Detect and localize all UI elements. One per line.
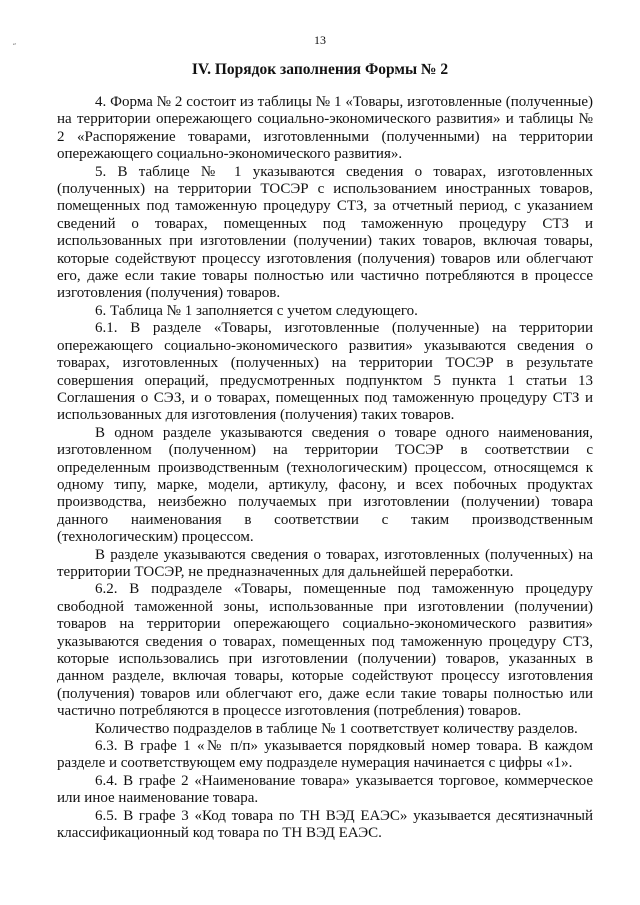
document-body <box>57 94 593 842</box>
paragraph-6-4: 6.4. В графе 2 «Наименование товара» указывается торговое, коммерческое или иное наименование товара. <box>57 772 593 807</box>
scan-mark: ˝ <box>13 42 16 52</box>
paragraph-6-5: 6.5. В графе 3 «Код товара по ТН ВЭД ЕАЭС» указывается десятизначный классификационный код товара по ТН ВЭД ЕАЭС. <box>57 807 593 842</box>
paragraph-6-1-section: В одном разделе указываются сведения о товаре одного наименования, изготовленном (полученном) на территории ТОСЭР в соответствии с определенным производственным (технологическим) процессом, относящемся к одному типу, марке, модели, артикулу, фасону, и всех побочных продуктах производства, неизбежно получаемых при изготовлении (получении) товара данного наименования в соответствии с таким производственным (технологическим) процессом. <box>57 424 593 546</box>
paragraph-5: 5. В таблице № 1 указываются сведения о товарах, изготовленных (полученных) на территории ТОСЭР с использованием иностранных товаров, помещенных под таможенную процедуру СТЗ, за отчетный период, с указанием сведений о товарах, помещенных под таможенную процедуру СТЗ и использованных при изготовлении (получении) таких товаров, включая товары, которые содействуют процессу изготовления (получения) товаров или облегчают его, даже если такие товары полностью или частично потребляются в процессе изготовления (получения) товаров. <box>57 163 593 302</box>
page-number: 13 <box>314 33 326 47</box>
paragraph-6-2: 6.2. В подразделе «Товары, помещенные под таможенную процедуру свободной таможенной зоны, использованные при изготовлении (получении) товаров на территории опережающего социально-экономического развития» указываются сведения о товарах, помещенных под таможенную процедуру СТЗ, которые использовались при изготовлении (получении) товаров, указанных в данном разделе, включая товары, которые содействуют процессу изготовления (получения) товаров или облегчают его, даже если такие товары полностью или частично потребляются в процессе изготовления (потребления) товаров. <box>57 581 593 720</box>
paragraph-6-1-not-processed: В разделе указываются сведения о товарах, изготовленных (полученных) на территории ТОСЭР, не предназначенных для дальнейшей переработки. <box>57 546 593 580</box>
paragraph-6-3: 6.3. В графе 1 «№ п/п» указывается порядковый номер товара. В каждом разделе и соответствующем ему подразделе нумерация начинается с цифры «1». <box>57 738 593 772</box>
section-heading: IV. Порядок заполнения Формы № 2 <box>191 61 449 78</box>
paragraph-6: 6. Таблица № 1 заполняется с учетом следующего. <box>95 302 418 319</box>
paragraph-6-1: 6.1. В разделе «Товары, изготовленные (полученные) на территории опережающего социально-экономического развития» указываются сведения о товарах, изготовленных (полученных) на территории ТОСЭР в результате совершения операций, предусмотренных подпунктом 5 пункта 1 статьи 13 Соглашения о СЭЗ, и о товарах, помещенных под таможенную процедуру СТЗ и использованных для изготовления (получения) таких товаров. <box>57 320 593 424</box>
paragraph-4: 4. Форма № 2 состоит из таблицы № 1 «Товары, изготовленные (полученные) на территории опережающего социально-экономического развития» и таблицы № 2 «Распоряжение товарами, изготовленными (полученными) на территории опережающего социально-экономического развития». <box>57 94 593 163</box>
paragraph-subsection-count: Количество подразделов в таблице № 1 соответствует количеству разделов. <box>95 720 578 737</box>
